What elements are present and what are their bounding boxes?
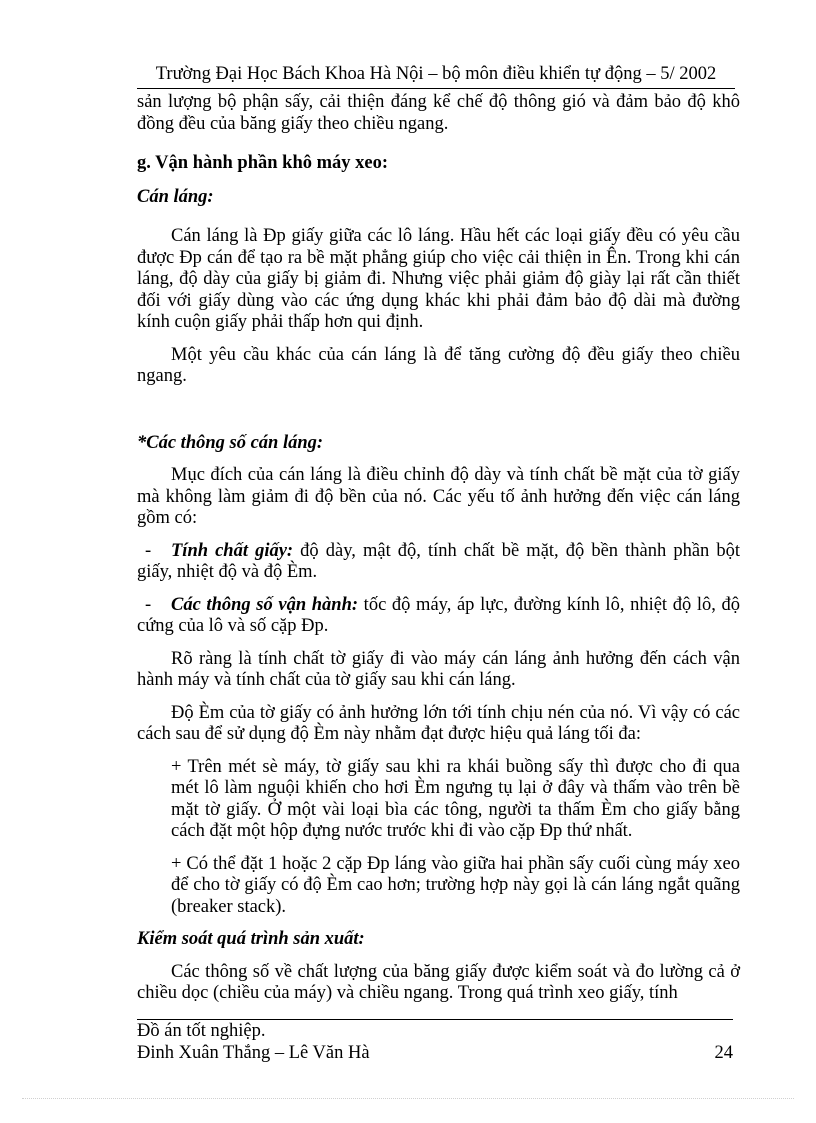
paragraph-kiem-soat: Các thông số về chất lượng của băng giấy được kiểm soát và đo lường cả ở chiều dọc (chiều của máy) và chiều ngang. Trong quá trình xeo giấy, tính (137, 961, 740, 1003)
bullet-label: Tính chất giấy: (171, 540, 294, 561)
page-bottom-divider (22, 1098, 794, 1099)
page-content (137, 92, 740, 1005)
subheading-thong-so: *Các thông số cán láng: (137, 432, 324, 453)
subheading-can-lang: Cán láng: (137, 186, 214, 207)
list-item-plus-2: + Có thể đặt 1 hoặc 2 cặp Ðp láng vào giữa hai phần sấy cuối cùng máy xeo để cho tờ giấy có độ Èm cao hơn; trường hợp này gọi là cán láng ngắt quãng (breaker stack). (171, 853, 740, 917)
bullet-dash: - (145, 594, 152, 615)
page-footer (137, 1020, 733, 1064)
bullet-label: Các thông số vận hành: (171, 594, 359, 615)
footer-authors: Đinh Xuân Thắng – Lê Văn Hà (137, 1043, 370, 1063)
page-number: 24 (714, 1043, 733, 1063)
footer-title: Đồ án tốt nghiệp. (137, 1021, 266, 1041)
paragraph-intro: sản lượng bộ phận sấy, cải thiện đáng kể chế độ thông gió và đảm bảo độ khô đồng đều của băng giấy theo chiều ngang. (137, 92, 740, 134)
paragraph-muc-dich: Mục đích của cán láng là điều chỉnh độ dày và tính chất bề mặt của tờ giấy mà không làm giảm đi độ bền của nó. Các yếu tố ảnh hưởng đến việc cán láng gồm có: (137, 465, 740, 528)
list-item-plus-1: + Trên mét sè máy, tờ giấy sau khi ra khái buồng sấy thì được cho đi qua mét lô làm nguội khiến cho hơi Èm ngưng tụ lại ở đây và thấm vào trên bề mặt tờ giấy. Ở một vài loại bìa các tông, người ta thấm Èm cho giấy bằng cách đặt một hộp đựng nước trước khi đi vào cặp Ðp thứ nhất. (171, 756, 740, 841)
paragraph-yeu-cau: Một yêu cầu khác của cán láng là để tăng cường độ đều giấy theo chiều ngang. (137, 344, 740, 386)
paragraph-do-em: Độ Èm của tờ giấy có ảnh hưởng lớn tới tính chịu nén của nó. Vì vậy có các cách sau để sử dụng độ Èm này nhằm đạt được hiệu quả láng tối đa: (137, 702, 740, 744)
bullet-tinh-chat-giay (137, 541, 740, 584)
bullet-text: tốc độ máy, áp lực, đường kính lô, nhiệt độ lô, độ cứng của lô và số cặp Ðp. (137, 594, 740, 636)
page-header: Trường Đại Học Bách Khoa Hà Nội – bộ môn điều khiển tự động – 5/ 2002 (137, 62, 735, 89)
footer-authors-row (137, 1042, 733, 1064)
paragraph-ro-rang: Rõ ràng là tính chất tờ giấy đi vào máy cán láng ảnh hưởng đến cách vận hành máy và tính chất của tờ giấy sau khi cán láng. (137, 648, 740, 690)
bullet-thong-so-van-hanh (137, 595, 740, 638)
section-heading-g: g. Vận hành phần khô máy xeo: (137, 153, 389, 173)
subheading-kiem-soat: Kiểm soát quá trình sản xuất: (137, 929, 365, 949)
paragraph-can-lang: Cán láng là Ðp giấy giữa các lô láng. Hầu hết các loại giấy đều có yêu cầu được Ðp cán để tạo ra bề mặt phẳng giúp cho việc cải thiện in Ên. Trong khi cán láng, độ dày của giấy bị giảm đi. Nhưng việc phải giảm độ giày lại rất cần thiết đối với giấy dùng vào các ứng dụng khác khi phải đảm bảo độ dài mà đường kính cuộn giấy phải thấp hơn qui định. (137, 226, 740, 332)
bullet-text: độ dày, mật độ, tính chất bề mặt, độ bền thành phần bột giấy, nhiệt độ và độ Èm. (137, 540, 740, 582)
bullet-dash: - (145, 540, 152, 561)
